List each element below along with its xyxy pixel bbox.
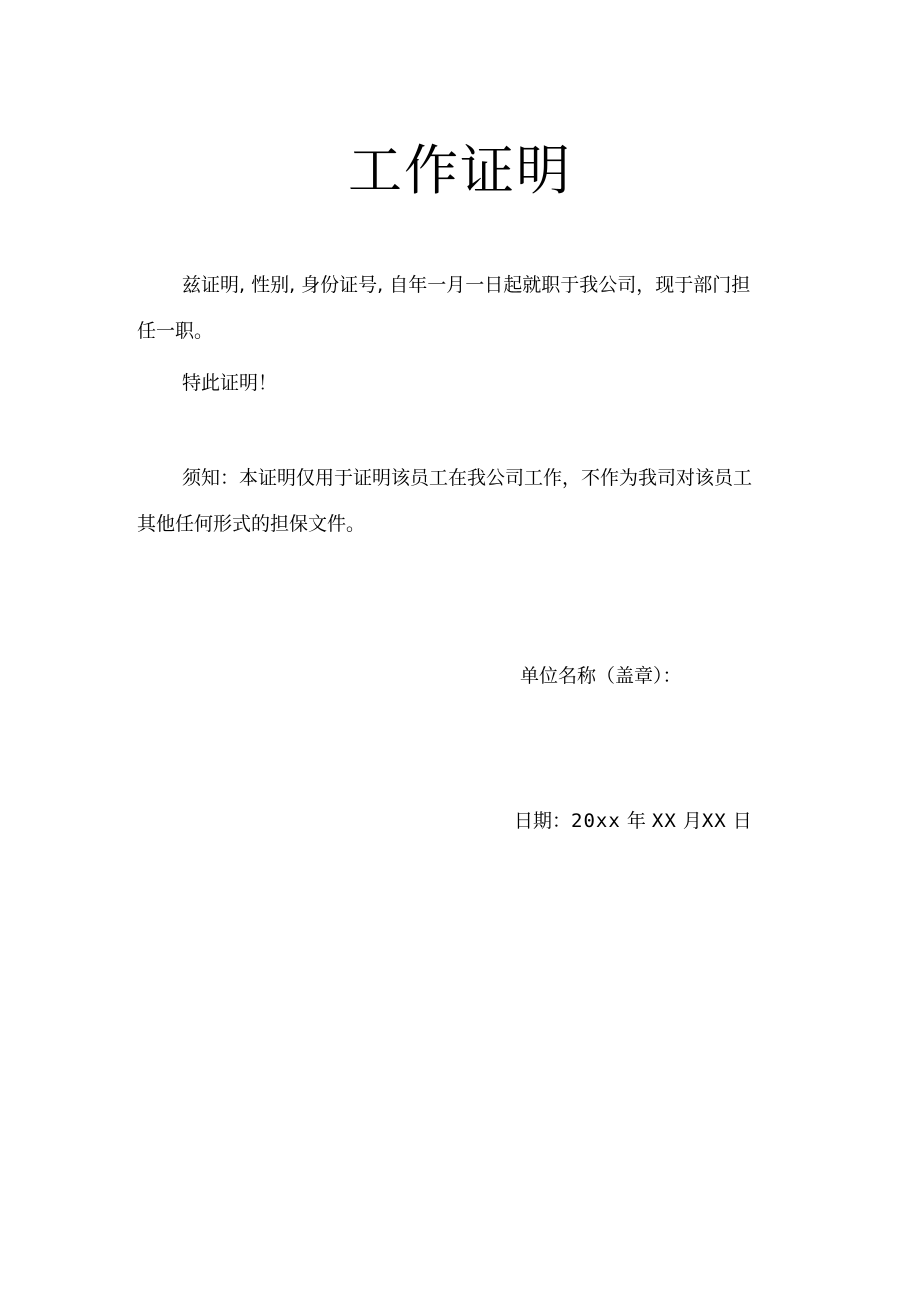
date-day-value: XX (701, 810, 727, 832)
company-seal-label: 单位名称（盖章）： (520, 665, 682, 687)
certification-paragraph (137, 262, 787, 354)
certification-line-1: 兹证明, 性别, 身份证号, 自年一月一日起就职于我公司，现于部门担 (182, 274, 751, 296)
notice-paragraph (137, 455, 787, 547)
date-label: 日期： (514, 810, 572, 832)
document-title: 工作证明 (348, 139, 572, 202)
date-day-unit: 日 (732, 810, 752, 832)
closing-statement (137, 360, 787, 406)
date-month-value: XX (651, 810, 677, 832)
date-month-unit: 月 (682, 810, 702, 832)
date-year-value: 20xx (571, 810, 621, 832)
date-line (514, 801, 752, 841)
date-year-unit: 年 (626, 810, 646, 832)
certification-line-2: 任一职。 (137, 320, 214, 342)
notice-line-2: 其他任何形式的担保文件。 (137, 513, 366, 535)
closing-statement-text: 特此证明！ (182, 372, 278, 394)
notice-line-1: 须知：本证明仅用于证明该员工在我公司工作，不作为我司对该员工 (182, 467, 753, 489)
